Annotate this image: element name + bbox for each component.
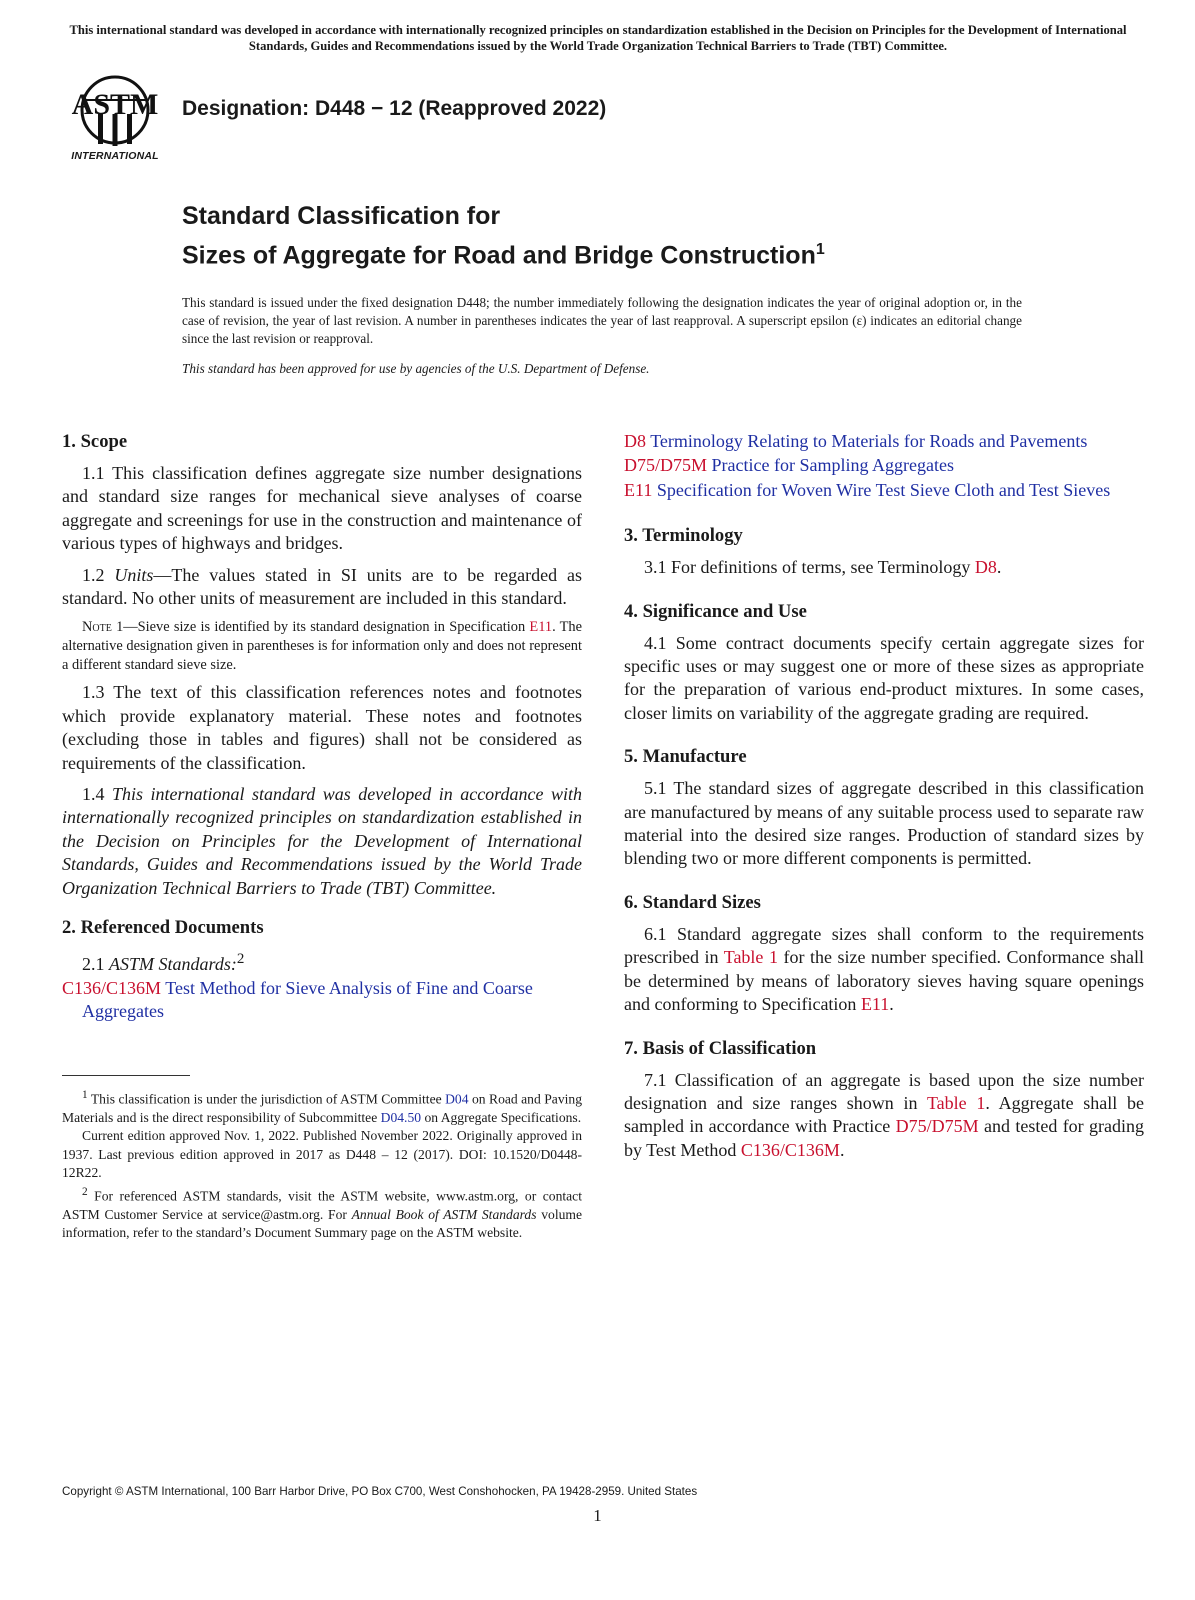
para-3-1-text: 3.1 For definitions of terms, see Terminology [644,557,971,578]
top-notice: This international standard was developed in accordance with internationally recognized principles on standardization established in the Decision on Principles for the Development of International Standards, Guides and Recommendations issued by the World Trade Organization Technical Barriers to Trade (TBT) Committee. [69,23,1127,53]
astm-logo-mark [64,70,166,150]
para-1-1: 1.1 This classification defines aggregate size number designations and standard size ranges for mechanical sieve analyses of coarse aggregate and screenings for use in the construction and maintenance of various types of highways and bridges. [62,463,582,554]
para-7-1 [624,1069,1144,1163]
para-6-1-a: 6.1 Standard aggregate sizes shall conform to the requirements prescribed in [624,923,1144,968]
logo-subtext: INTERNATIONAL [71,150,159,162]
footnote-2-em: Annual Book of ASTM Standards [351,1206,537,1222]
para-1-2-rest: —The values stated in SI units are to be regarded as standard. No other units of measurement are included in this standard. [62,564,582,609]
ref-item[interactable] [624,454,1144,477]
para-2-1-num: 2.1 [82,954,105,975]
para-7-1-c: and tested for grading by Test Method [624,1116,1145,1160]
section-manufacture [624,745,1144,871]
astm-logo-icon [64,70,166,166]
para-1-4-num: 1.4 [82,784,105,805]
heading-manufacture: 5. Manufacture [624,746,747,768]
para-3-1-end: . [996,557,1002,578]
ref-list-continued [624,430,1144,502]
para-7-1-d: . [839,1139,845,1160]
section-scope [62,430,582,900]
para-1-2-em: Units [114,564,154,585]
link-d04-50[interactable]: D04.50 [380,1109,422,1125]
ref-code[interactable]: E11 [624,479,653,500]
section-terminology [624,524,1144,579]
para-5-1: 5.1 The standard sizes of aggregate described in this classification are manufactured by means of any suitable process used to separate raw material into the desired size ranges. Production of standard sizes by blending two or more different components is permitted. [624,778,1144,869]
left-column [62,430,582,1043]
para-6-1-c: . [889,994,894,1015]
para-2-1 [62,948,582,976]
right-column [624,430,1144,1182]
para-6-1 [624,923,1144,1017]
link-d75[interactable]: D75/D75M [895,1116,979,1137]
para-1-2 [62,564,582,611]
copyright: Copyright © ASTM International, 100 Barr Harbor Drive, PO Box C700, West Conshohocken, PA 19428-2959. United States [62,1485,698,1498]
title-line-2 [182,233,825,272]
para-1-3: 1.3 The text of this classification references notes and footnotes which provide explanatory material. These notes and footnotes (excluding those in tables and figures) shall not be considered as requirements of the classification. [62,682,582,773]
link-c136[interactable]: C136/C136M [740,1139,840,1160]
para-3-1 [624,556,1144,579]
heading-scope: 1. Scope [62,431,128,452]
heading-referenced-documents: 2. Referenced Documents [62,917,264,939]
ref-code[interactable]: D75/D75M [624,455,708,476]
para-7-1-b: . Aggregate shall be sampled in accordance with Practice [624,1092,1144,1137]
section-standard-sizes [624,891,1144,1017]
link-table-1[interactable]: Table 1 [723,947,778,968]
footnote-1-b: on Road and Paving Materials and is the direct responsibility of Subcommittee [62,1091,582,1125]
para-6-1-b: for the size number specified. Conformance shall be determined by means of laboratory sieves having square openings and conforming to Specification [624,947,1145,1015]
intro-paragraph: This standard is issued under the fixed designation D448; the number immediately following the designation indicates the year of original adoption or, in the case of revision, the year of last revision. A number in parentheses indicates the year of last reapproval. A superscript epsilon (ε) indicates an editorial change since the last revision or reapproval. [182,295,1022,346]
heading-terminology: 3. Terminology [624,525,743,547]
ref-title[interactable]: Test Method for Sieve Analysis of Fine and Coarse Aggregates [82,977,533,1021]
para-2-1-em: ASTM Standards: [109,954,237,975]
heading-significance: 4. Significance and Use [624,600,807,622]
footnote-1-mark: 1 [82,1089,88,1101]
para-1-2-num: 1.2 [82,564,105,585]
ref-item[interactable] [624,479,1144,502]
dod-notice: This standard has been approved for use by agencies of the U.S. Department of Defense. [182,361,650,376]
footnote-1-a: This classification is under the jurisdiction of ASTM Committee [90,1091,442,1107]
designation: Designation: D448 − 12 (Reapproved 2022) [182,97,607,120]
link-d8[interactable]: D8 [974,557,997,578]
section-basis [624,1037,1144,1163]
footnote-divider [62,1075,190,1076]
ref-title[interactable]: Terminology Relating to Materials for Roads and Pavements [650,431,1088,451]
section-significance [624,600,1144,726]
section-referenced-documents [62,916,582,1023]
footnote-2-a: For referenced ASTM standards, visit the ASTM website, www.astm.org, or contact ASTM Customer Service at service@astm.org. For [62,1188,582,1222]
footnote-2-mark: 2 [82,1185,88,1198]
page-number: 1 [593,1506,602,1525]
footnote-2 [62,1183,582,1243]
link-table-1[interactable]: Table 1 [926,1092,986,1113]
note-1-label: Note 1 [82,619,124,636]
link-e11[interactable]: E11 [529,619,553,636]
ref-code[interactable]: D8 [624,431,646,451]
note-1-text-a: —Sieve size is identified by its standard designation in Specification [123,619,526,636]
heading-basis: 7. Basis of Classification [624,1037,817,1059]
title-footnote-mark: 1 [815,241,825,258]
para-1-4 [62,783,582,900]
link-d04[interactable]: D04 [445,1091,469,1107]
para-7-1-a: 7.1 Classification of an aggregate is based upon the size number designation and size ranges shown in [624,1069,1144,1113]
heading-standard-sizes: 6. Standard Sizes [624,891,761,913]
para-2-1-sup: 2 [236,951,245,968]
ref-title[interactable]: Specification for Woven Wire Test Sieve Cloth and Test Sieves [656,479,1111,500]
para-1-4-em: This international standard was developed in accordance with internationally recognized principles on standardization established in the Decision on Principles for the Development of International Standards, Guides and Recommendations issued by the World Trade Organization Technical Barriers to Trade (TBT) Committee. [62,784,582,898]
link-e11[interactable]: E11 [860,994,890,1015]
note-1 [62,618,582,675]
note-1-text-b: . The alternative designation given in parentheses is for information only and does not represent a different standard sieve size. [62,619,583,674]
ref-item[interactable] [624,430,1144,453]
para-4-1: 4.1 Some contract documents specify certain aggregate sizes for specific uses or may suggest one or more of these sizes as appropriate for the preparation of various end-product mixtures. In some cases, closer limits on variability of the aggregate grading are required. [624,632,1144,723]
logo-text: ASTM [71,88,159,121]
footnote-1 [62,1086,582,1127]
footnote-1-edition: Current edition approved Nov. 1, 2022. Published November 2022. Originally approved in 1937. Last previous edition approved in 2017 as D448 – 12 (2017). DOI: 10.1520/D0448-12R22. [62,1128,582,1181]
title-line-1: Standard Classification for [182,202,501,230]
ref-item[interactable] [62,977,582,1024]
ref-code[interactable]: C136/C136M [62,977,162,998]
footnote-2-b: volume information, refer to the standard’s Document Summary page on the ASTM website. [62,1206,583,1240]
footnote-1-c: on Aggregate Specifications. [424,1109,582,1125]
title-line-2-text: Sizes of Aggregate for Road and Bridge Construction [182,241,816,270]
document-title [182,200,825,272]
footnotes [62,1086,582,1242]
ref-title[interactable]: Practice for Sampling Aggregates [711,455,954,476]
